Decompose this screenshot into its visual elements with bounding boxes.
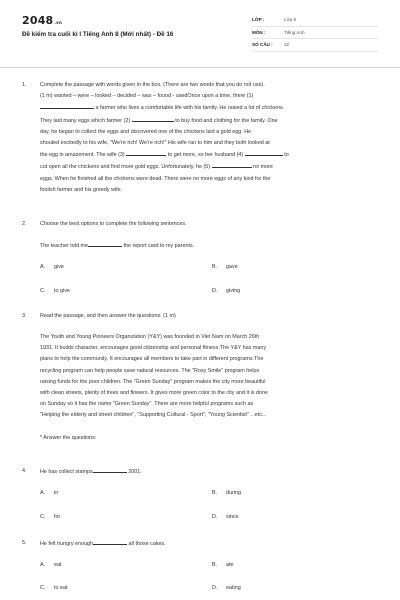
stem-text: the report card to my parents. <box>123 243 195 249</box>
option-text: give <box>54 264 64 270</box>
option-letter: D. <box>212 585 218 591</box>
blank-2[interactable] <box>132 115 174 122</box>
option-d[interactable] <box>212 514 239 520</box>
passage-text: cut open all the chickens and find more gold eggs. Unfortunately, he (5) <box>40 164 211 171</box>
answer-label: * Answer the questions: <box>40 435 97 441</box>
question-2-stem <box>40 240 382 252</box>
meta-row-class <box>252 14 378 27</box>
option-letter: B. <box>212 264 218 270</box>
meta-value: 32 <box>284 42 290 48</box>
option-letter: B. <box>212 490 218 496</box>
meta-key: SỐ CÂU : <box>252 42 273 48</box>
meta-value: Lớp 8 <box>284 17 296 23</box>
passage-line: plans to help the community. It encourages all members to take part in different programs.The <box>40 356 264 363</box>
option-letter: D. <box>212 288 218 294</box>
passage-line: "Helping the elderly and street children", "Supporting Cultural - Sport", "Young Scientist" ...etc... <box>40 412 267 419</box>
question-1 <box>22 80 382 196</box>
option-a[interactable] <box>40 562 62 568</box>
option-c[interactable] <box>40 585 68 591</box>
passage-line: eggs. When he finished all the chickens were dead. There were no more eggs of any kind for the <box>40 175 271 182</box>
passage-line: foolish farmer and his greedy wife. <box>40 186 123 193</box>
option-d[interactable] <box>212 288 240 294</box>
option-text: for <box>54 514 61 520</box>
logo-suffix: .vn <box>54 20 62 25</box>
passage-line <box>40 115 382 127</box>
option-text: eating <box>226 585 241 591</box>
passage-line: shouted excitedly to his wife, "We're rich! We're rich!" His wife ran to him and they both looked at <box>40 140 270 147</box>
question-5 <box>22 538 382 550</box>
blank-3[interactable] <box>126 149 166 156</box>
passage-text: to <box>284 152 289 159</box>
option-letter: B. <box>212 562 218 568</box>
option-letter: D. <box>212 514 218 520</box>
blank-4[interactable] <box>245 149 283 156</box>
meta-key: MÔN : <box>252 29 266 35</box>
question-number: 1. <box>22 82 27 88</box>
reading-passage <box>40 332 382 422</box>
question-stem <box>40 538 382 550</box>
passage-line <box>40 102 382 114</box>
question-3 <box>22 311 382 322</box>
option-b[interactable] <box>212 490 241 496</box>
answer-blank[interactable] <box>93 466 127 473</box>
page-title: Đề kiểm tra cuối kì I Tiếng Anh 8 (Mới nhất) - Đề 16 <box>22 31 174 38</box>
question-number: 4. <box>22 468 27 474</box>
passage-text: to buy food and clothing for the family. One <box>175 117 278 124</box>
stem-text: He felt hungry enough <box>40 541 94 547</box>
passage-line: day, he began to collect the eggs and discovered one of the chickens laid a gold egg. He <box>40 128 252 135</box>
option-text: in <box>54 490 59 496</box>
question-prompt: Read the passage, and then answer the questions. (1 m) <box>40 313 176 319</box>
passage-line <box>40 161 382 173</box>
meta-row-count <box>252 39 378 52</box>
option-a[interactable] <box>40 264 64 270</box>
option-b[interactable] <box>212 562 234 568</box>
question-text <box>40 80 382 196</box>
question-2 <box>22 219 382 230</box>
question-number: 3. <box>22 313 27 319</box>
option-letter: A. <box>40 490 46 496</box>
meta-value: Tiếng Anh <box>284 29 305 35</box>
meta-row-subject <box>252 27 378 40</box>
option-text: during <box>226 490 241 496</box>
exam-meta-table <box>252 14 378 52</box>
passage-line: The Youth and Young Pioneers Organization (Y&Y) was founded in Viet Nam on March 26th <box>40 334 260 340</box>
page-header <box>0 0 400 66</box>
answer-blank[interactable] <box>93 538 127 545</box>
blank-5[interactable] <box>212 161 252 168</box>
answer-blank[interactable] <box>88 240 122 247</box>
passage-line: with clean streets, plenty of trees and flowers. It gives more green color to the city and it is done <box>40 390 269 397</box>
option-text: to eat <box>54 585 68 591</box>
option-text: to give <box>54 288 70 294</box>
option-letter: C. <box>40 288 46 294</box>
option-text: gave <box>226 264 238 270</box>
passage-text: the egg in amazement. The wife (3) <box>40 152 125 159</box>
option-d[interactable] <box>212 585 241 591</box>
passage-line: 1931. It builds character, encourages good citizenship and personal fitness.The Y&Y has many <box>40 345 267 352</box>
option-c[interactable] <box>40 288 70 294</box>
option-letter: C. <box>40 585 46 591</box>
meta-key: LỚP : <box>252 17 265 23</box>
passage-line: recycling program can help people save natural resources. The "Rosy Smile" program helps <box>40 367 260 374</box>
question-stem <box>40 466 382 478</box>
option-letter: A. <box>40 562 46 568</box>
option-c[interactable] <box>40 514 60 520</box>
question-prompt: Choose the best options to complete the following sentences. <box>40 221 187 227</box>
question-number: 2. <box>22 221 27 227</box>
passage-line: on Sunday so it has the name "Green Sunday". There are more helpful programs such as <box>40 401 254 408</box>
passage-line: Complete the passage with words given in the box. (There are two words that you do not use). <box>40 82 265 88</box>
question-number: 5. <box>22 540 27 546</box>
passage-line: (1 m) wanted – were – looked – decided – was – found - usedOnce upon a time, there (1) <box>40 93 254 100</box>
option-b[interactable] <box>212 264 238 270</box>
passage-text: to get more, so her husband (4) <box>167 152 244 159</box>
header-divider <box>0 67 400 68</box>
option-text: eat <box>54 562 62 568</box>
passage-text: no more <box>253 164 273 171</box>
stem-text: The teacher told me <box>40 243 88 249</box>
blank-1[interactable] <box>40 102 94 109</box>
question-4 <box>22 466 382 478</box>
stem-text: He has collect stamps <box>40 469 93 475</box>
passage-line <box>40 149 382 161</box>
option-text: ate <box>226 562 234 568</box>
passage-text: They laid many eggs which farmer (2) <box>40 117 131 124</box>
logo-text: 2048 <box>22 14 54 27</box>
stem-text: all those cakes. <box>128 541 166 547</box>
site-logo[interactable] <box>22 14 62 27</box>
option-letter: C. <box>40 514 46 520</box>
option-a[interactable] <box>40 490 58 496</box>
option-text: since <box>226 514 239 520</box>
option-letter: A. <box>40 264 46 270</box>
passage-text: a farmer who lives a comfortable life with his family. He raised a lot of chickens. <box>95 105 285 112</box>
option-text: giving <box>226 288 241 294</box>
passage-line: raising funds for the poor children. The "Green Sunday" program makes the city more beautiful <box>40 378 266 385</box>
stem-text: 2001. <box>128 469 142 475</box>
